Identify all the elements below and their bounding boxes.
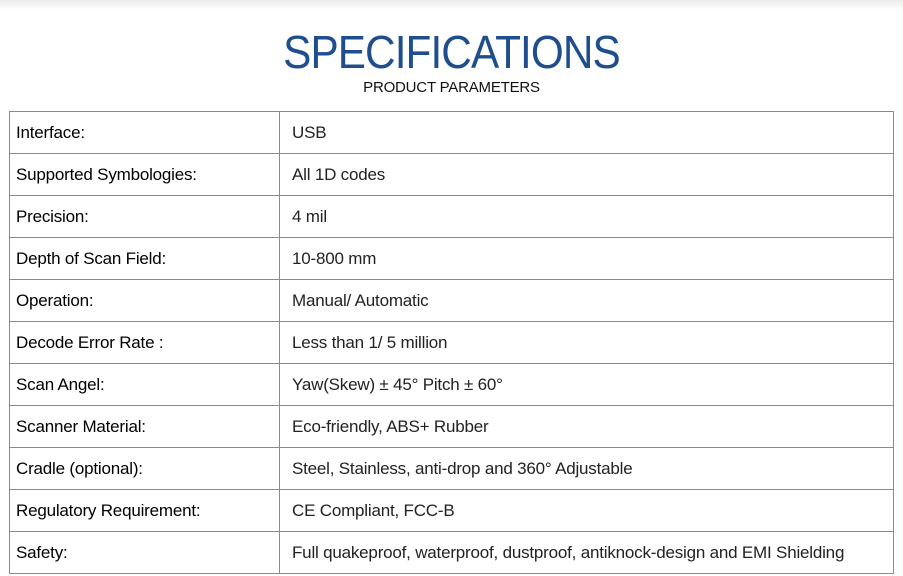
table-row xyxy=(10,532,894,574)
table-row xyxy=(10,406,894,448)
table-row xyxy=(10,364,894,406)
spec-value: Manual/ Automatic xyxy=(280,280,894,322)
table-row xyxy=(10,196,894,238)
spec-value: Less than 1/ 5 million xyxy=(280,322,894,364)
spec-value: 4 mil xyxy=(280,196,894,238)
spec-value: Full quakeproof, waterproof, dustproof, antiknock-design and EMI Shielding xyxy=(280,532,894,574)
spec-label: Regulatory Requirement: xyxy=(10,490,280,532)
spec-label: Safety: xyxy=(10,532,280,574)
top-shadow xyxy=(0,0,903,10)
spec-value: CE Compliant, FCC-B xyxy=(280,490,894,532)
spec-value: Steel, Stainless, anti-drop and 360° Adjustable xyxy=(280,448,894,490)
spec-label: Scan Angel: xyxy=(10,364,280,406)
table-row xyxy=(10,490,894,532)
spec-label: Decode Error Rate : xyxy=(10,322,280,364)
spec-value: 10-800 mm xyxy=(280,238,894,280)
spec-label: Scanner Material: xyxy=(10,406,280,448)
spec-label: Supported Symbologies: xyxy=(10,154,280,196)
table-row xyxy=(10,322,894,364)
table-row xyxy=(10,238,894,280)
table-row xyxy=(10,112,894,154)
spec-table xyxy=(9,111,894,574)
spec-label: Depth of Scan Field: xyxy=(10,238,280,280)
spec-value: All 1D codes xyxy=(280,154,894,196)
spec-value: Eco-friendly, ABS+ Rubber xyxy=(280,406,894,448)
page-title: SPECIFICATIONS xyxy=(283,26,620,78)
table-row xyxy=(10,280,894,322)
page-subtitle: PRODUCT PARAMETERS xyxy=(363,79,540,96)
spec-label: Cradle (optional): xyxy=(10,448,280,490)
spec-value: Yaw(Skew) ± 45° Pitch ± 60° xyxy=(280,364,894,406)
table-row xyxy=(10,448,894,490)
spec-value: USB xyxy=(280,112,894,154)
spec-label: Precision: xyxy=(10,196,280,238)
spec-label: Interface: xyxy=(10,112,280,154)
spec-label: Operation: xyxy=(10,280,280,322)
table-row xyxy=(10,154,894,196)
